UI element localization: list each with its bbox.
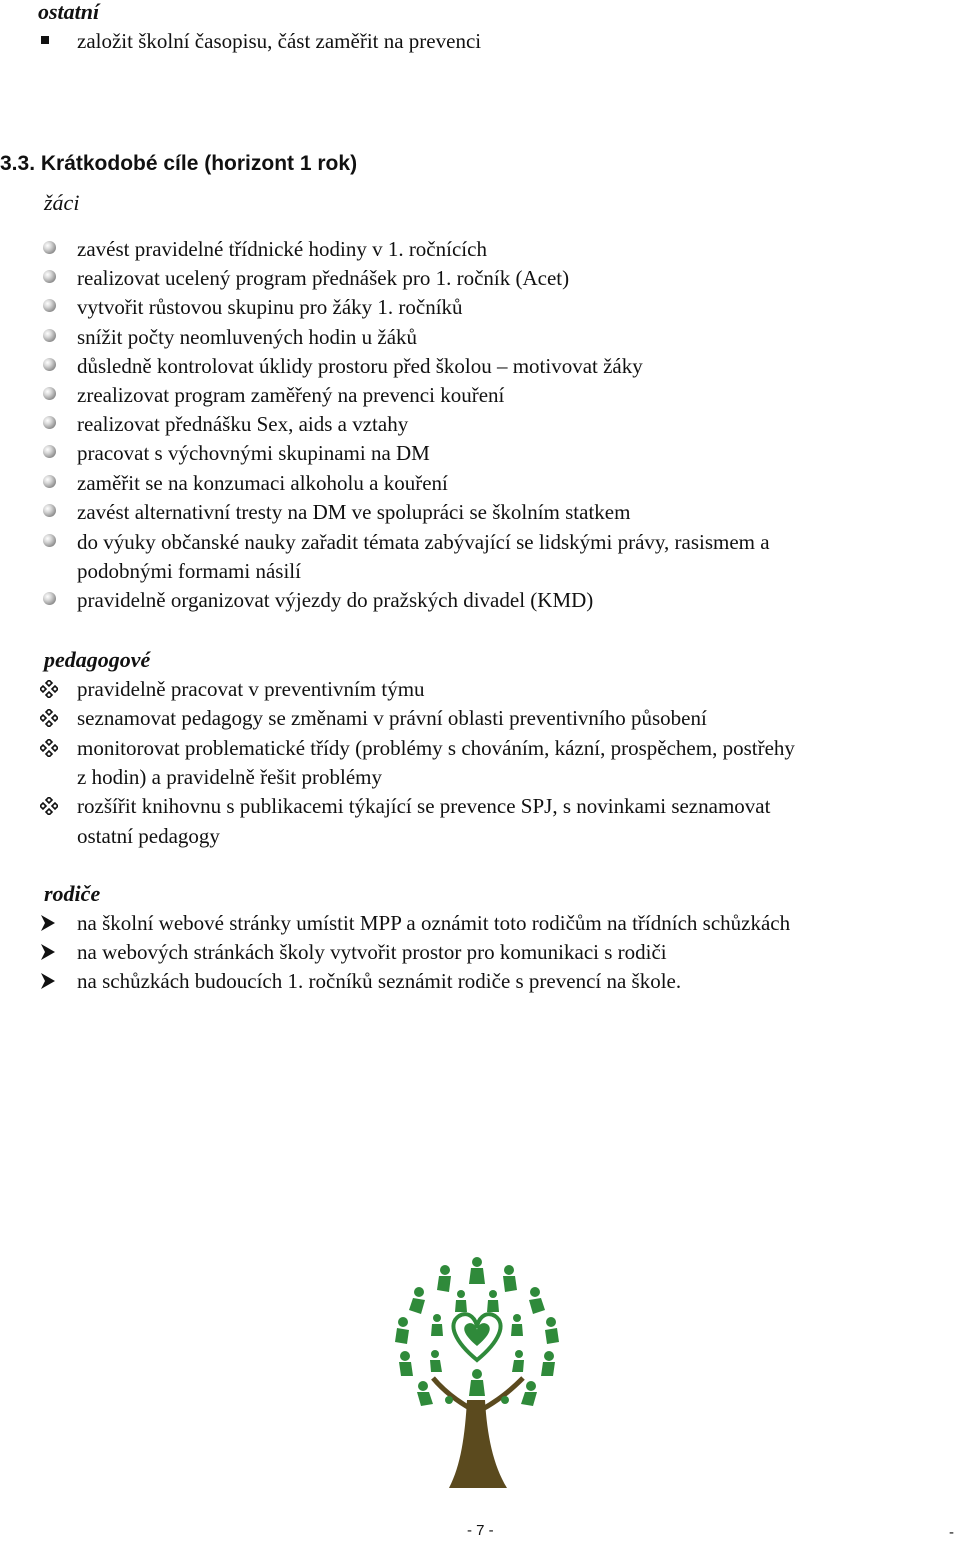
list-item: zavést pravidelné třídnické hodiny v 1. ročnících [77,237,487,261]
bead-bullet-icon [43,475,56,488]
list-item: monitorovat problematické třídy (problémy s chováním, kázní, prospěchem, postřehy [77,736,795,760]
arrowhead-bullet-icon [40,943,56,961]
bead-bullet-icon [43,592,56,605]
arrowhead-bullet-icon [40,914,56,932]
four-diamond-bullet-icon [40,680,58,698]
list-item: realizovat ucelený program přednášek pro 1. ročník (Acet) [77,266,570,290]
four-diamond-bullet-icon [40,739,58,757]
list-item: do výuky občanské nauky zařadit témata zabývající se lidskými právy, rasismem a [77,530,770,554]
heading-ostatni: ostatní [38,0,100,24]
heading-rodice: rodiče [44,881,101,906]
bead-bullet-icon [43,358,56,371]
list-item: na školní webové stránky umístit MPP a oznámit toto rodičům na třídních schůzkách [77,911,791,935]
list-item-continuation: ostatní pedagogy [77,824,220,848]
list-item: na webových stránkách školy vytvořit prostor pro komunikaci s rodiči [77,940,667,964]
bead-bullet-icon [43,387,56,400]
heading-pedagogove: pedagogové [44,647,151,672]
square-bullet-icon [41,36,49,44]
bead-bullet-icon [43,270,56,283]
bead-bullet-icon [43,241,56,254]
list-item: zaměřit se na konzumaci alkoholu a kouření [77,471,448,495]
list-item: realizovat přednášku Sex, aids a vztahy [77,412,409,436]
section-title: 3.3. Krátkodobé cíle (horizont 1 rok) [0,152,358,175]
list-item: pravidelně pracovat v preventivním týmu [77,677,425,701]
list-item-continuation: podobnými formami násilí [77,559,301,583]
corner-mark: - [949,1524,954,1541]
heading-zaci: žáci [44,190,80,215]
bead-bullet-icon [43,534,56,547]
bead-bullet-icon [43,329,56,342]
arrowhead-bullet-icon [40,972,56,990]
list-item: snížit počty neomluvených hodin u žáků [77,325,418,349]
bead-bullet-icon [43,416,56,429]
list-item: pracovat s výchovnými skupinami na DM [77,441,430,465]
list-item: zrealizovat program zaměřený na prevenci kouření [77,383,505,407]
list-item: seznamovat pedagogy se změnami v právní oblasti preventivního působení [77,706,707,730]
list-item: důsledně kontrolovat úklidy prostoru před školou – motivovat žáky [77,354,643,378]
four-diamond-bullet-icon [40,797,58,815]
list-item: pravidelně organizovat výjezdy do pražských divadel (KMD) [77,588,594,612]
list-item: vytvořit růstovou skupinu pro žáky 1. ročníků [77,295,463,319]
list-item-continuation: z hodin) a pravidelně řešit problémy [77,765,382,789]
tree-of-people-logo [385,1250,570,1490]
bead-bullet-icon [43,504,56,517]
bead-bullet-icon [43,299,56,312]
list-item: zavést alternativní tresty na DM ve spolupráci se školním statkem [77,500,631,524]
page-number: - 7 - [467,1522,494,1539]
list-item: založit školní časopisu, část zaměřit na prevenci [77,29,482,53]
four-diamond-bullet-icon [40,709,58,727]
list-item: rozšířit knihovnu s publikacemi týkající se prevence SPJ, s novinkami seznamovat [77,794,771,818]
list-item: na schůzkách budoucích 1. ročníků seznámit rodiče s prevencí na škole. [77,969,682,993]
bead-bullet-icon [43,445,56,458]
